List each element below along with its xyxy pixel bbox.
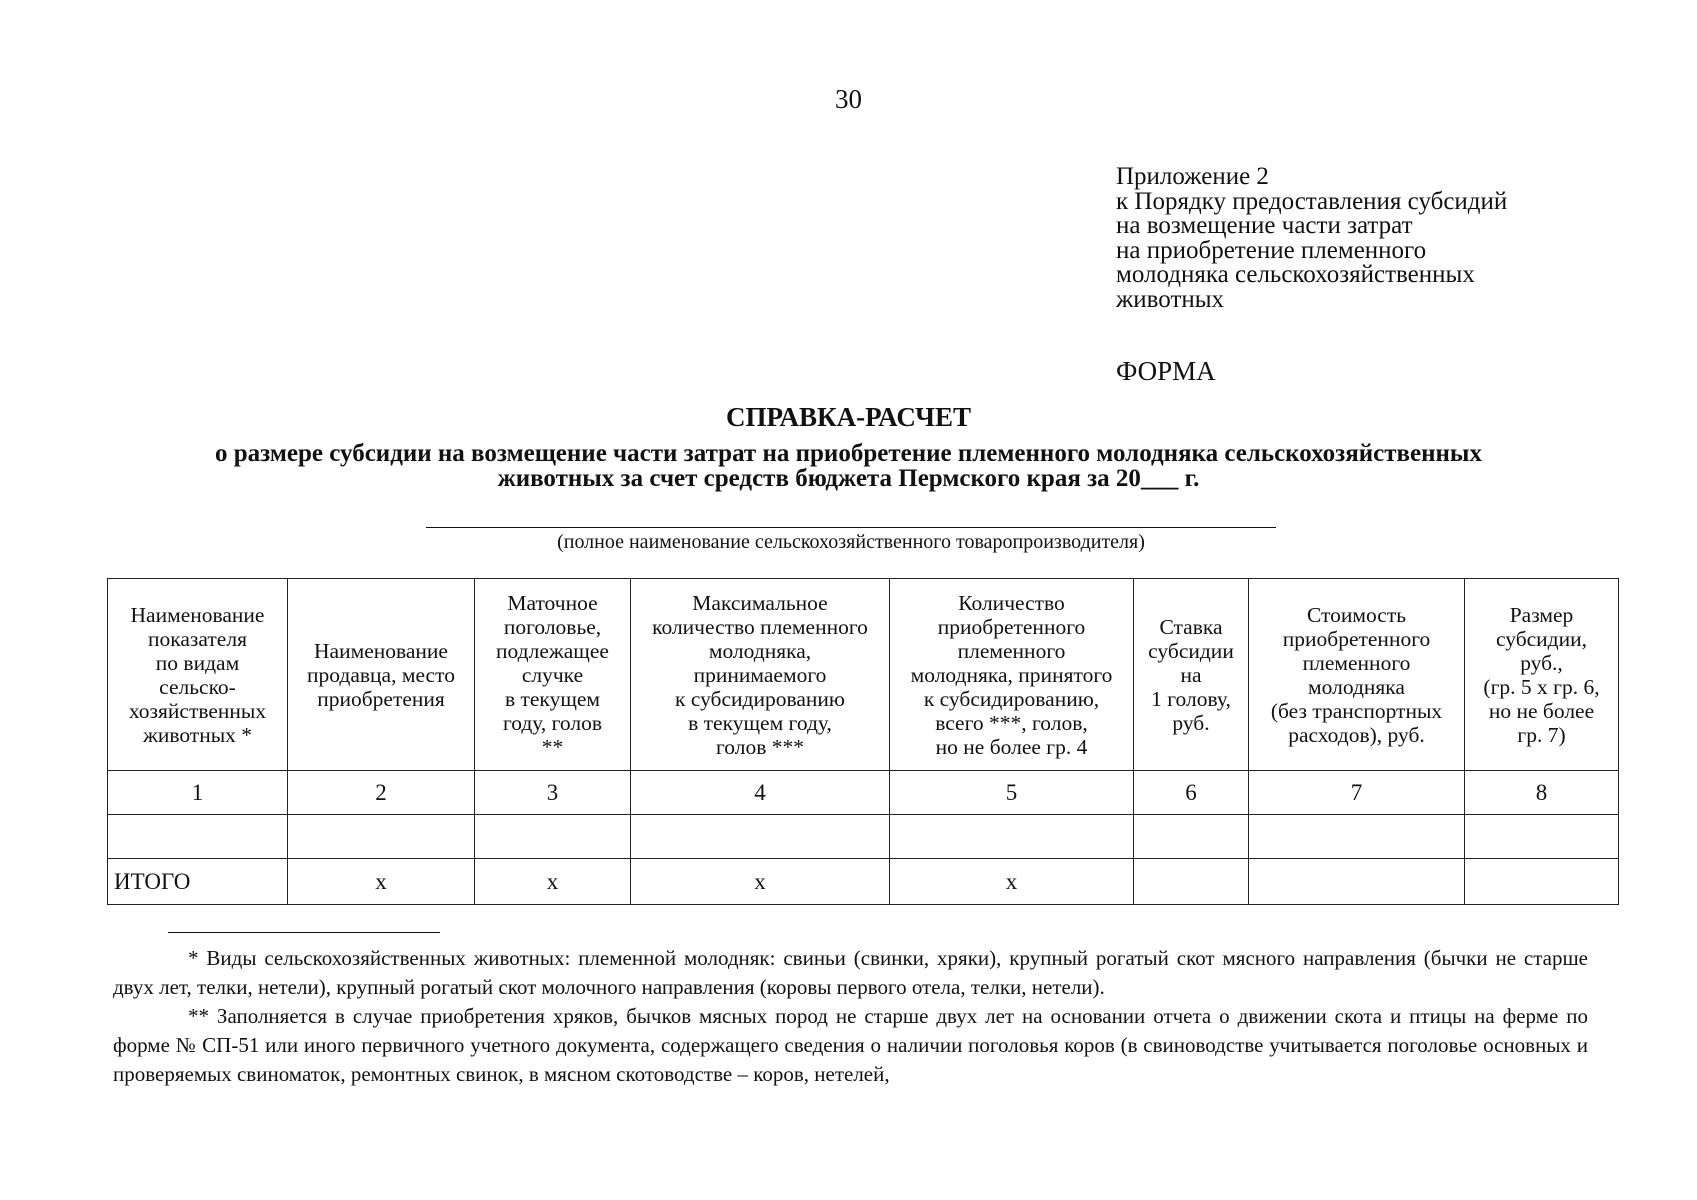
empty-cell xyxy=(288,815,475,859)
empty-cell xyxy=(631,815,890,859)
empty-cell xyxy=(108,815,288,859)
header-subsidy-amount: Размер субсидии, руб., (гр. 5 х гр. 6, но не более гр. 7) xyxy=(1465,579,1619,771)
empty-cell xyxy=(1134,815,1249,859)
column-number: 8 xyxy=(1465,771,1619,815)
total-cell: х xyxy=(475,859,631,905)
appendix-line: животных xyxy=(1116,285,1225,313)
total-cell xyxy=(1134,859,1249,905)
form-label: ФОРМА xyxy=(1116,356,1216,386)
document-subtitle xyxy=(60,441,1637,491)
producer-name-caption: (полное наименование сельскохозяйственного товаропроизводителя) xyxy=(557,531,1145,553)
page-number: 30 xyxy=(835,84,862,114)
subtitle-line-1: о размере субсидии на возмещение части затрат на приобретение племенного молодняка сельскохозяйственных xyxy=(215,440,1482,467)
total-cell: х xyxy=(631,859,890,905)
header-seller: Наименование продавца, место приобретения xyxy=(288,579,475,771)
column-number: 6 xyxy=(1134,771,1249,815)
footnotes xyxy=(113,944,1588,1089)
total-cell xyxy=(1465,859,1619,905)
header-max-young-stock: Максимальное количество племенного молодняка, принимаемого к субсидированию в текущем году, голов *** xyxy=(631,579,890,771)
footnote-separator xyxy=(168,932,440,933)
subtitle-line-2: животных за счет средств бюджета Пермского края за 20___ г. xyxy=(497,465,1200,492)
appendix-line: Приложение 2 xyxy=(1116,163,1269,190)
column-number: 3 xyxy=(475,771,631,815)
data-row xyxy=(108,815,1619,859)
column-number: 5 xyxy=(890,771,1134,815)
column-number: 1 xyxy=(108,771,288,815)
header-breeding-stock: Маточное поголовье, подлежащее случке в текущем году, голов ** xyxy=(475,579,631,771)
footnote-2: ** Заполняется в случае приобретения хряков, бычков мясных пород не старше двух лет на основании отчета о движении скота и птицы на ферме по форме № СП-51 или иного первичного учетного документа, содержащего сведения о наличии поголовья коров (в свиноводстве учитывается поголовье основных и проверяемых свиноматок, ремонтных свинок, в мясном скотоводстве – коров, нетелей, xyxy=(113,1004,1588,1086)
document-title: СПРАВКА-РАСЧЕТ xyxy=(726,402,971,432)
column-number: 4 xyxy=(631,771,890,815)
calculation-table xyxy=(107,578,1619,905)
appendix-line: к Порядку предоставления субсидий xyxy=(1116,187,1508,215)
footnote-1: * Виды сельскохозяйственных животных: племенной молодняк: свиньи (свинки, хряки), крупный рогатый скот мясного направления (бычки не старше двух лет, телки, нетели), крупный рогатый скот молочного направления (коровы первого отела, телки, нетели). xyxy=(113,946,1588,999)
empty-cell xyxy=(475,815,631,859)
header-subsidy-rate: Ставка субсидии на 1 голову, руб. xyxy=(1134,579,1249,771)
column-number-row xyxy=(108,771,1619,815)
total-label: ИТОГО xyxy=(108,859,288,905)
column-number: 2 xyxy=(288,771,475,815)
appendix-block xyxy=(1116,165,1636,312)
appendix-line: на приобретение племенного xyxy=(1116,236,1427,264)
empty-cell xyxy=(890,815,1134,859)
total-cell xyxy=(1249,859,1465,905)
header-purchased-young-stock: Количество приобретенного племенного молодняка, принятого к субсидированию, всего ***, голов, но не более гр. 4 xyxy=(890,579,1134,771)
header-animal-type: Наименование показателя по видам сельско- хозяйственных животных * xyxy=(108,579,288,771)
column-number: 7 xyxy=(1249,771,1465,815)
total-cell: х xyxy=(288,859,475,905)
appendix-line: молодняка сельскохозяйственных xyxy=(1116,261,1475,288)
total-row xyxy=(108,859,1619,905)
producer-name-underline xyxy=(426,527,1276,528)
empty-cell xyxy=(1465,815,1619,859)
appendix-line: на возмещение части затрат xyxy=(1116,212,1413,239)
total-cell: х xyxy=(890,859,1134,905)
header-cost: Стоимость приобретенного племенного молодняка (без транспортных расходов), руб. xyxy=(1249,579,1465,771)
empty-cell xyxy=(1249,815,1465,859)
